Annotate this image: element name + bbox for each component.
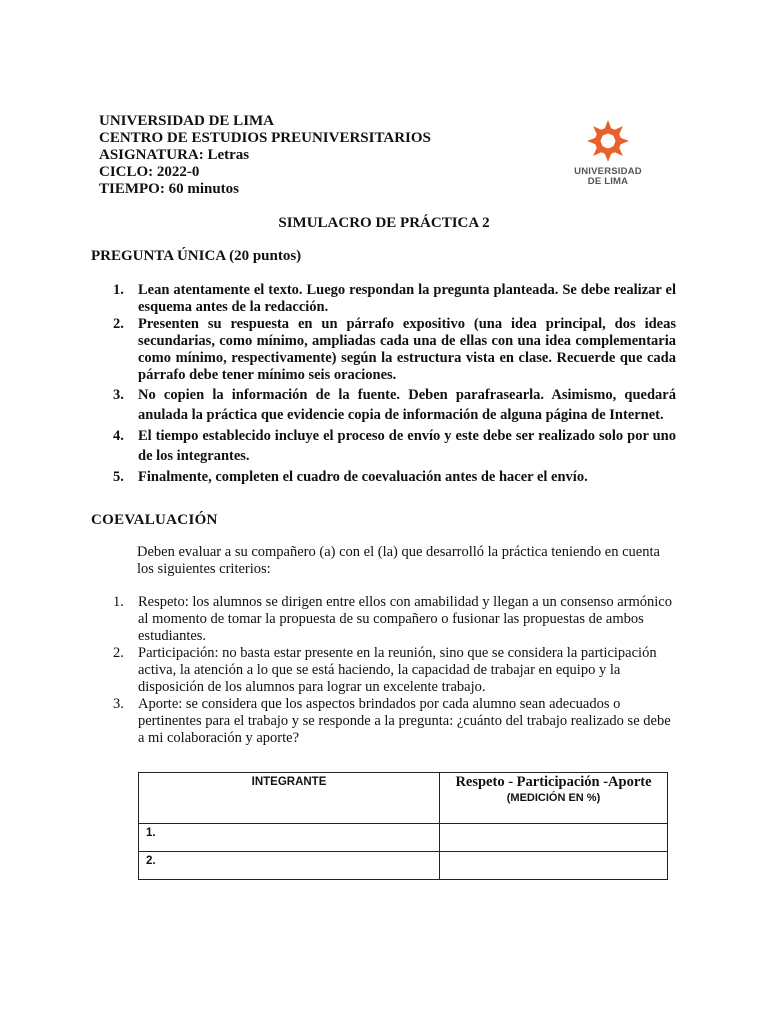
instruction-number: 5. <box>113 469 124 485</box>
instruction-number: 4. <box>113 428 124 444</box>
instruction-item <box>113 468 676 488</box>
criterion-text: Respeto: los alumnos se dirigen entre ellos con amabilidad y llegan a un consenso armónico al momento de tomar la propuesta de su compañero o fusionar las propuestas de ambos estudiantes. <box>138 594 672 644</box>
row-number: 2. <box>146 855 156 867</box>
instruction-item <box>113 282 676 316</box>
table-header-row <box>139 773 668 824</box>
university-logo <box>566 118 650 194</box>
coevaluation-heading: COEVALUACIÓN <box>91 512 218 528</box>
header-integrante-label: INTEGRANTE <box>251 776 327 788</box>
coevaluation-intro: Deben evaluar a su compañero (a) con el (la) que desarrolló la práctica teniendo en cuenta los siguientes criterios: <box>137 544 660 577</box>
criterion-item <box>113 645 678 696</box>
header-criteria-label: Respeto - Participación -Aporte <box>455 774 652 790</box>
member-name-cell[interactable] <box>139 824 440 852</box>
table-row <box>139 824 668 852</box>
institution-header <box>99 113 431 198</box>
instruction-item <box>113 316 676 384</box>
header-center: CENTRO DE ESTUDIOS PREUNIVERSITARIOS <box>99 130 431 146</box>
instruction-text: Lean atentamente el texto. Luego respondan la pregunta planteada. Se debe realizar el esquema antes de la redacción. <box>138 282 676 315</box>
member-name-cell[interactable] <box>139 852 440 880</box>
instruction-text: Presenten su respuesta en un párrafo expositivo (una idea principal, dos ideas secundarias, como mínimo, ampliadas cada una de ellas con una idea complementaria como mínimo, respectivamente) según la estructura vista en clase. Recuerde que cada párrafo debe tener mínimo seis oraciones. <box>138 316 676 383</box>
criterion-number: 1. <box>113 594 124 610</box>
instruction-text: El tiempo establecido incluye el proceso de envío y este debe ser realizado solo por uno de los integrantes. <box>138 428 676 464</box>
criterion-number: 3. <box>113 696 124 712</box>
criterion-number: 2. <box>113 645 124 661</box>
table-row <box>139 852 668 880</box>
logo-text-line1: UNIVERSIDAD <box>574 166 642 177</box>
instruction-number: 1. <box>113 282 124 298</box>
instruction-text: No copien la información de la fuente. Deben parafrasearla. Asimismo, quedará anulada la práctica que evidencie copia de información de alguna página de Internet. <box>138 387 676 423</box>
criterion-item <box>113 594 678 645</box>
instruction-text: Finalmente, completen el cuadro de coevaluación antes de hacer el envío. <box>138 469 588 485</box>
instruction-number: 2. <box>113 316 124 332</box>
header-integrante <box>139 773 440 824</box>
criterion-item <box>113 696 678 747</box>
instructions-list <box>113 282 676 488</box>
criterion-text: Aporte: se considera que los aspectos brindados por cada alumno sean adecuados o pertinentes para el trabajo y se responde a la pregunta: ¿cuánto del trabajo realizado se debe a mi colaboración y aporte? <box>138 696 671 746</box>
header-criteria <box>440 773 668 824</box>
score-cell[interactable] <box>440 852 668 880</box>
question-heading: PREGUNTA ÚNICA (20 puntos) <box>91 248 302 264</box>
score-cell[interactable] <box>440 824 668 852</box>
row-number: 1. <box>146 827 156 839</box>
orange-star-flower-logo-icon <box>585 118 631 164</box>
header-cycle: CICLO: 2022-0 <box>99 164 200 180</box>
instruction-item <box>113 386 676 425</box>
coevaluation-table <box>138 772 668 880</box>
header-university: UNIVERSIDAD DE LIMA <box>99 113 275 129</box>
header-time: TIEMPO: 60 minutos <box>99 181 240 197</box>
document-title: SIMULACRO DE PRÁCTICA 2 <box>278 215 490 231</box>
instruction-item <box>113 427 676 466</box>
instruction-number: 3. <box>113 387 124 403</box>
header-subject: ASIGNATURA: Letras <box>99 147 250 163</box>
criteria-list <box>113 594 678 747</box>
header-criteria-sublabel: (MEDICIÓN EN %) <box>506 792 601 804</box>
criterion-text: Participación: no basta estar presente en la reunión, sino que se considera la participación activa, la atención a lo que se está haciendo, la capacidad de trabajar en equipo y la disposición de los alumnos para lograr un excelente trabajo. <box>138 645 657 695</box>
logo-text-line2: DE LIMA <box>587 176 629 187</box>
